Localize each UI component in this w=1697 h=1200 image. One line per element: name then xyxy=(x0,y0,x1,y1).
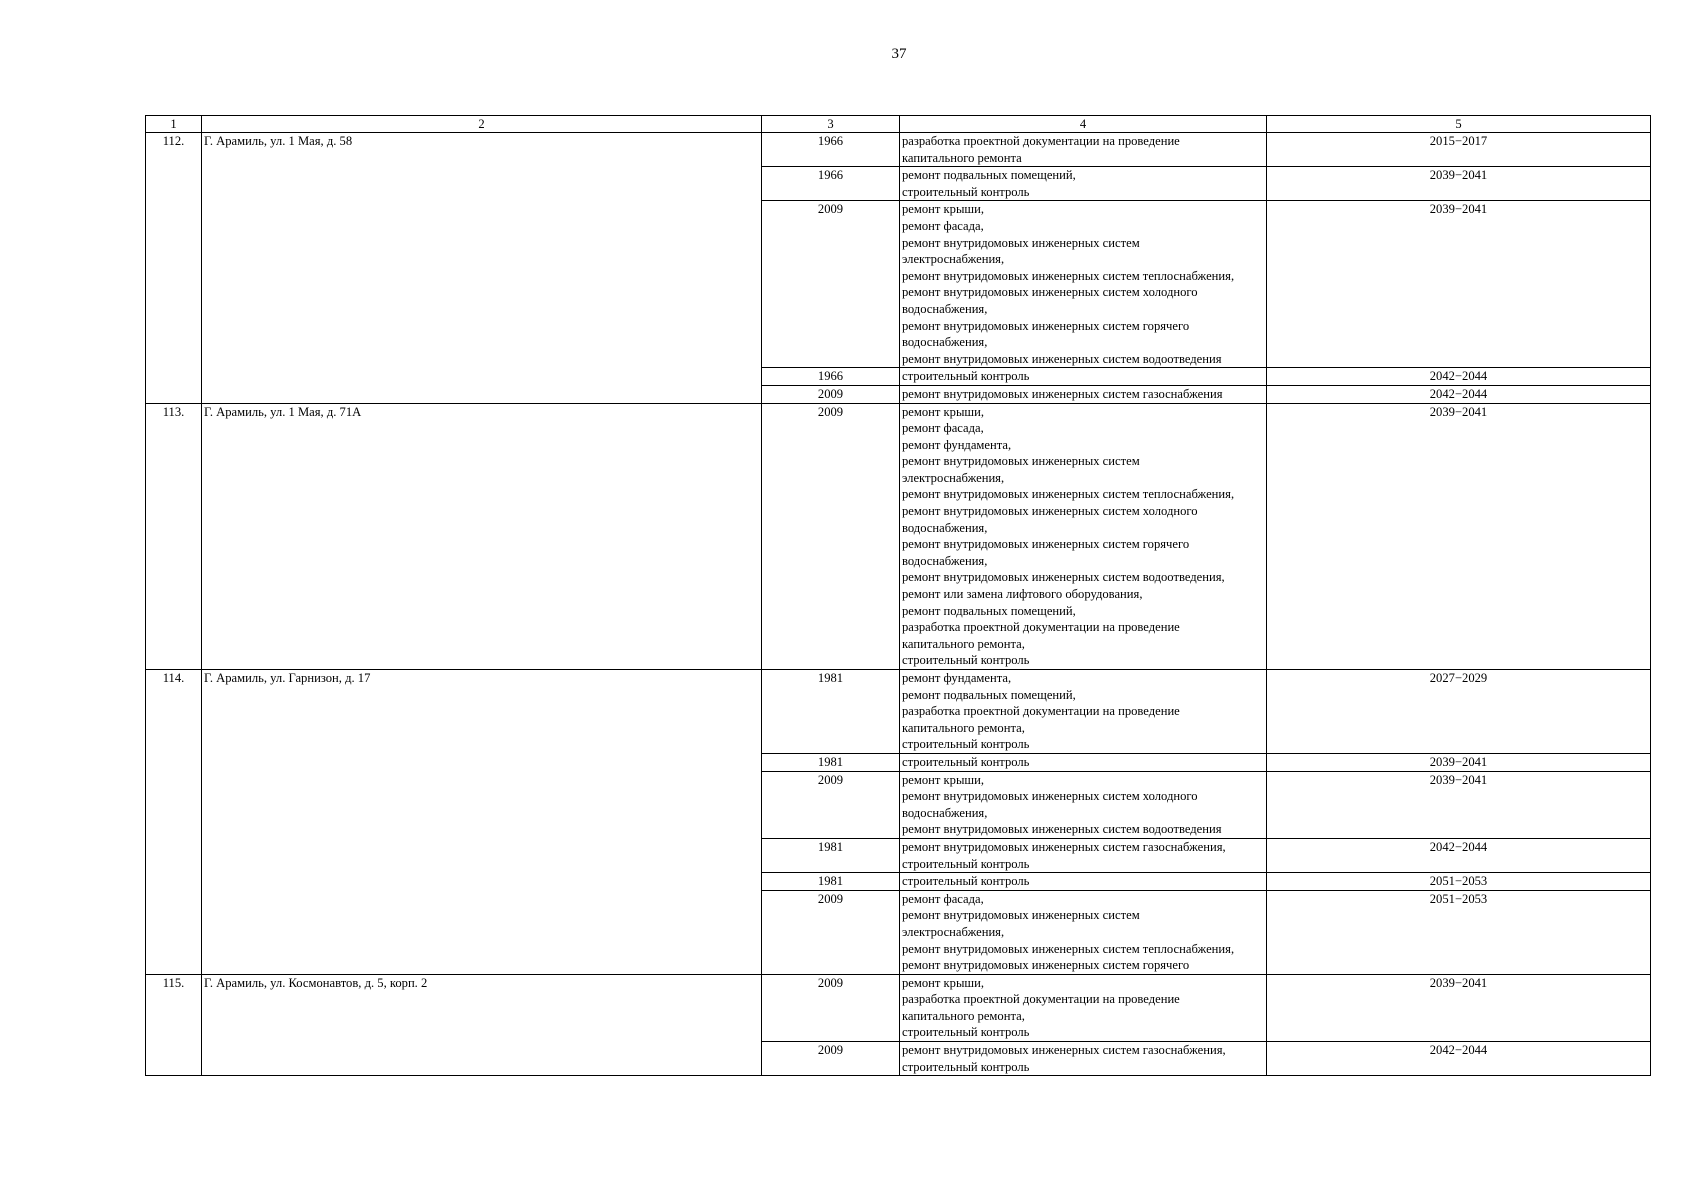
column-header-4: 4 xyxy=(900,116,1267,133)
build-year: 1981 xyxy=(762,838,900,872)
record-number: 115. xyxy=(146,974,202,1076)
build-year: 2009 xyxy=(762,771,900,838)
work-period: 2042−2044 xyxy=(1267,1042,1651,1076)
build-year: 2009 xyxy=(762,890,900,974)
build-year: 2009 xyxy=(762,385,900,403)
build-year: 1966 xyxy=(762,368,900,386)
work-period: 2039−2041 xyxy=(1267,771,1651,838)
work-type: ремонт фундамента, ремонт подвальных помещений, разработка проектной документации на проведение капитального ремонта, строительный контроль xyxy=(900,670,1267,754)
table-row xyxy=(146,670,1651,754)
column-header-1: 1 xyxy=(146,116,202,133)
table-row xyxy=(146,974,1651,1041)
record-address: Г. Арамиль, ул. Космонавтов, д. 5, корп. 2 xyxy=(202,974,762,1076)
work-type: строительный контроль xyxy=(900,368,1267,386)
build-year: 1966 xyxy=(762,167,900,201)
record-number: 114. xyxy=(146,670,202,975)
header-row xyxy=(146,116,1651,133)
work-period: 2051−2053 xyxy=(1267,873,1651,891)
work-period: 2051−2053 xyxy=(1267,890,1651,974)
work-type: ремонт крыши, ремонт фасада, ремонт фундамента, ремонт внутридомовых инженерных систем электроснабжения, ремонт внутридомовых инженерных систем теплоснабжения, ремонт внутридомовых инженерных систем холодного водоснабжения, ремонт внутридомовых инженерных систем горячего водоснабжения, ремонт внутридомовых инженерных систем водоотведения, ремонт или замена лифтового оборудования, ремонт подвальных помещений, разработка проектной документации на проведение капитального ремонта, строительный контроль xyxy=(900,403,1267,670)
work-period: 2027−2029 xyxy=(1267,670,1651,754)
work-type: ремонт внутридомовых инженерных систем газоснабжения, строительный контроль xyxy=(900,1042,1267,1076)
work-type: ремонт крыши, ремонт внутридомовых инженерных систем холодного водоснабжения, ремонт внутридомовых инженерных систем водоотведения xyxy=(900,771,1267,838)
work-period: 2015−2017 xyxy=(1267,133,1651,167)
work-period: 2039−2041 xyxy=(1267,974,1651,1041)
work-period: 2039−2041 xyxy=(1267,403,1651,670)
work-type: разработка проектной документации на проведение капитального ремонта xyxy=(900,133,1267,167)
work-period: 2042−2044 xyxy=(1267,385,1651,403)
column-header-2: 2 xyxy=(202,116,762,133)
table-row xyxy=(146,403,1651,670)
build-year: 2009 xyxy=(762,201,900,368)
build-year: 1981 xyxy=(762,873,900,891)
column-header-3: 3 xyxy=(762,116,900,133)
build-year: 1966 xyxy=(762,133,900,167)
work-type: ремонт внутридомовых инженерных систем газоснабжения, строительный контроль xyxy=(900,838,1267,872)
work-type: ремонт подвальных помещений, строительный контроль xyxy=(900,167,1267,201)
record-address: Г. Арамиль, ул. 1 Мая, д. 58 xyxy=(202,133,762,404)
column-header-5: 5 xyxy=(1267,116,1651,133)
work-period: 2039−2041 xyxy=(1267,201,1651,368)
record-number: 112. xyxy=(146,133,202,404)
work-type: ремонт крыши, разработка проектной документации на проведение капитального ремонта, строительный контроль xyxy=(900,974,1267,1041)
record-address: Г. Арамиль, ул. 1 Мая, д. 71А xyxy=(202,403,762,670)
work-period: 2039−2041 xyxy=(1267,167,1651,201)
page-number: 37 xyxy=(891,46,907,62)
work-period: 2039−2041 xyxy=(1267,753,1651,771)
work-period: 2042−2044 xyxy=(1267,368,1651,386)
build-year: 2009 xyxy=(762,403,900,670)
build-year: 1981 xyxy=(762,753,900,771)
work-type: ремонт внутридомовых инженерных систем газоснабжения xyxy=(900,385,1267,403)
work-type: строительный контроль xyxy=(900,753,1267,771)
build-year: 2009 xyxy=(762,1042,900,1076)
work-type: строительный контроль xyxy=(900,873,1267,891)
work-type: ремонт крыши, ремонт фасада, ремонт внутридомовых инженерных систем электроснабжения, ремонт внутридомовых инженерных систем теплоснабжения, ремонт внутридомовых инженерных систем холодного водоснабжения, ремонт внутридомовых инженерных систем горячего водоснабжения, ремонт внутридомовых инженерных систем водоотведения xyxy=(900,201,1267,368)
repair-schedule-table xyxy=(145,115,1651,1076)
record-address: Г. Арамиль, ул. Гарнизон, д. 17 xyxy=(202,670,762,975)
work-type: ремонт фасада, ремонт внутридомовых инженерных систем электроснабжения, ремонт внутридомовых инженерных систем теплоснабжения, ремонт внутридомовых инженерных систем горячего xyxy=(900,890,1267,974)
record-number: 113. xyxy=(146,403,202,670)
table-row xyxy=(146,133,1651,167)
work-period: 2042−2044 xyxy=(1267,838,1651,872)
build-year: 2009 xyxy=(762,974,900,1041)
build-year: 1981 xyxy=(762,670,900,754)
